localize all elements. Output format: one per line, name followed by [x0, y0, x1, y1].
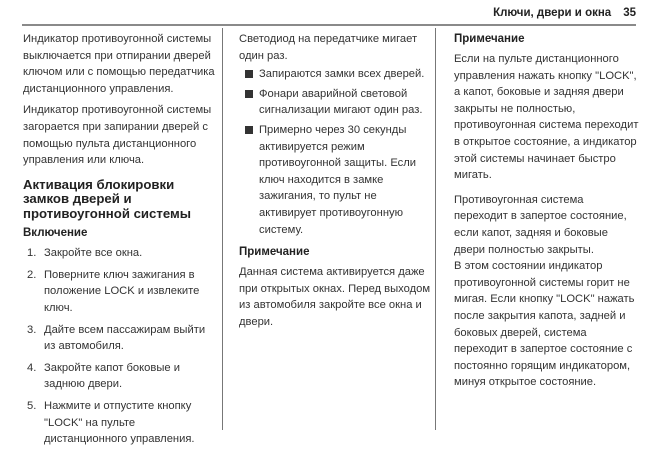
step-text: Поверните ключ зажигания в положение LOCK и извлеките ключ. [44, 268, 200, 315]
paragraph: Если на пульте дистанционного управления нажать кнопку "LOCK", а капот, боковые и задняя двери закрыты не полностью, противоугонная система переходит в открытое состояние, а индикатор этой системы начинает быстро мигать. [454, 53, 639, 182]
column-1 [23, 31, 218, 453]
subheading: Включение [23, 227, 88, 240]
paragraph: Светодиод на передатчике мигает один раз. [239, 33, 418, 62]
note-heading: Примечание [454, 33, 525, 45]
step-number: 5. [27, 400, 37, 412]
note-heading: Примечание [239, 246, 310, 259]
bullet-square-icon [245, 126, 253, 134]
column-divider [222, 28, 223, 430]
paragraph: В этом состоянии индикатор противоугонной системы горит не мигая. Если кнопку "LOCK" нажать после закрытия капота, задней и боковых дверей, система переходит в запертое состояние с постоянно горящим индикатором, минуя открытое состояние. [454, 260, 635, 389]
list-item [23, 322, 218, 355]
step-text: Дайте всем пассажирам выйти из автомобиля. [44, 323, 206, 353]
steps-list [23, 245, 218, 448]
step-number: 1. [27, 247, 37, 260]
section-heading: Активация блокировки замков дверей и противоугонной системы [23, 176, 192, 221]
step-number: 4. [27, 361, 37, 374]
page-header [22, 5, 636, 26]
list-item [23, 398, 218, 448]
column-3 [454, 31, 640, 396]
step-number: 3. [27, 323, 37, 336]
list-item [23, 245, 218, 262]
paragraph: Индикатор противоугонной системы загорается при запирании дверей с помощью пульта дистанционного управления или ключа. [23, 104, 212, 167]
list-item [239, 86, 431, 119]
page-number: 35 [623, 7, 636, 19]
bullet-square-icon [245, 70, 253, 78]
list-item [239, 122, 431, 238]
step-text: Закройте капот боковые и заднюю двери. [44, 361, 180, 391]
column-2 [239, 31, 431, 336]
step-text: Закройте все окна. [44, 247, 143, 260]
paragraph: Индикатор противоугонной системы выключается при отпирании дверей ключом или с помощью передатчика дистанционного управления. [23, 33, 215, 95]
bullet-text: Запираются замки всех дверей. [259, 68, 425, 81]
bullet-text: Примерно через 30 секунды активируется режим противоугонной защиты. Если ключ находится в замке зажигания, то пульт не активирует противоугонную систему. [259, 123, 417, 236]
note-text: Данная система активируется даже при открытых окнах. Перед выходом из автомобиля закройте все окна и двери. [239, 266, 431, 328]
paragraph: Противоугонная система переходит в запертое состояние, если капот, задняя и боковые двери полностью закрыты. [454, 193, 627, 256]
bullet-square-icon [245, 90, 253, 98]
section-title: Ключи, двери и окна [493, 7, 612, 19]
column-divider [435, 28, 436, 430]
bullet-text: Фонари аварийной световой сигнализации мигают один раз. [259, 87, 423, 117]
bullet-list [239, 66, 431, 238]
step-text: Нажмите и отпустите кнопку "LOCK" на пульте дистанционного управления. [44, 400, 195, 446]
list-item [239, 66, 431, 83]
step-number: 2. [27, 268, 37, 281]
list-item [23, 360, 218, 393]
list-item [23, 267, 218, 317]
